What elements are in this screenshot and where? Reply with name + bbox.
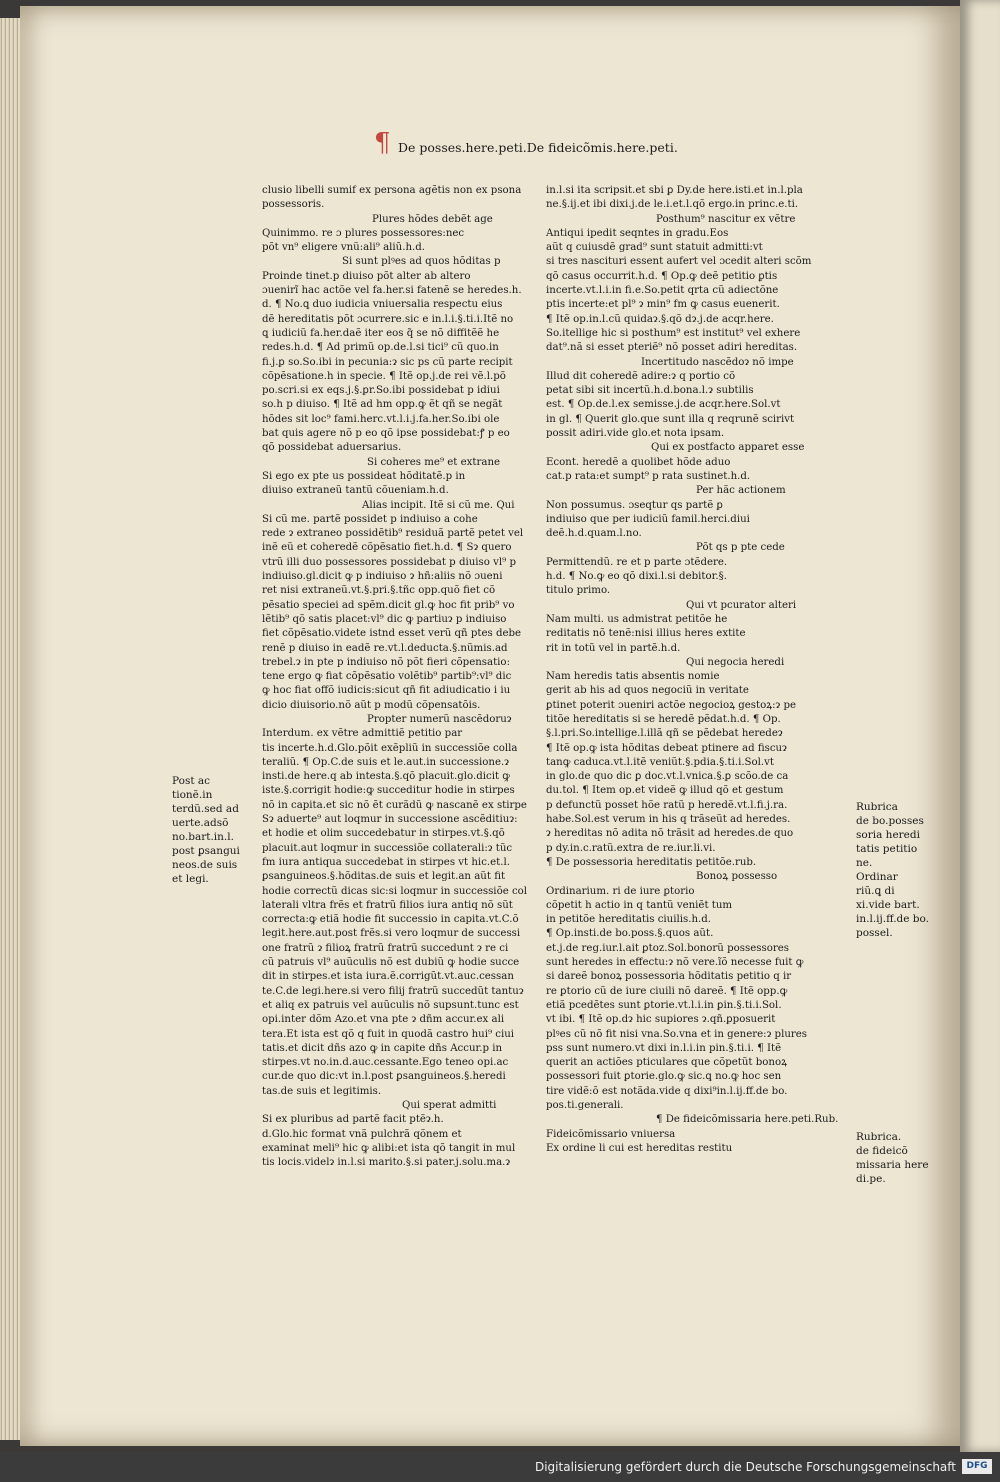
dfg-logo: DFG [962,1459,992,1474]
text-line: Interdum. ex vẽtre admittiẽ petitio par [262,728,463,740]
text-line: in petitõe hereditatis ciuilis.h.d. [546,914,712,926]
text-line: Econt. heredẽ a quolibet hõde aduo [546,456,731,468]
text-line: teraliũ. ¶ Op.C.de suis et le.aut.in successione.ɂ [262,756,509,768]
adjacent-page-edge [960,0,1000,1452]
footer-bar [0,1452,1000,1482]
text-line: qõ casus occurrit.h.d. ¶ Op.ꝙ deẽ petitio ꝑtis [546,270,778,282]
text-line: du.tol. ¶ Item op.et videẽ ꝙ illud qõ et gestum [546,785,784,797]
text-line: Permittendũ. re et p parte ɔtẽdere. [546,556,728,568]
text-line: opi.inter dõm Azo.et vna pte ɂ dñm accur.ex ali [262,1014,505,1026]
text-line: So.itellige hic si posthum⁹ est institut⁹ vel exhere [546,327,801,339]
text-line: reditatis nõ tenẽ:nisi illius heres extite [546,628,746,640]
text-line: ¶ Itẽ op.in.l.cũ quidaɂ.§.qõ dɂ.j.de acqr.here. [546,313,774,325]
margin-note-line: de bo.posses [856,815,924,827]
text-line: d.Glo.hic format vnã pulchrã qõnem et [262,1128,462,1140]
text-line: Non possumus. ɔseqtur qs partẽ ꝑ [546,499,723,511]
margin-note-line: Rubrica [856,801,898,813]
text-line: Antiqui ipedit seqntes in gradu.Eos [546,227,729,239]
text-line: examinat meli⁹ hic ꝙ alibi:et ista qõ tangit in mul [262,1142,516,1154]
text-line: sunt heredes in effectu:ɂ nõ vere.ĩõ necesse fuit ꝙ [546,957,804,969]
text-line: tire vidẽ:õ est notãda.vide q dixi⁹in.l.ij.ff.de bo. [546,1085,788,1097]
text-line: Ordinarium. ri de iure ꝑtorio [546,885,695,897]
text-line: Posthum⁹ nascitur ex vẽtre [656,213,796,225]
text-line: Põt qs p pte cede [696,542,785,554]
text-line: Nam multi. us admistrat petitõe he [546,613,728,625]
text-line: cõpẽsatione.h in specie. ¶ Itẽ op.j.de rei vẽ.l.põ [262,370,506,382]
margin-note-line: soria heredi [856,829,920,841]
text-line: Si coheres me⁹ et extrane [367,456,501,468]
text-line: Ex ordine li cui est hereditas restitu [546,1142,733,1154]
left-margin-note [172,774,240,886]
text-line: tatis.et dicit dñs azo ꝙ in capite dñs Accur.p in [262,1042,503,1054]
margin-note-line: xi.vide bart. [856,899,920,911]
text-line: deẽ.h.d.quam.l.no. [546,528,642,540]
text-line: ¶ De fideicõmissaria here.peti.Rub. [656,1114,839,1126]
text-line: diuiso extraneũ tantũ cõueniam.h.d. [262,485,449,497]
margin-note-line: no.bart.in.l. [172,831,234,843]
text-line: Bonoꝝ possesso [696,871,778,883]
text-line: ꝙ hoc fiat offõ iudicis:sicut qñ fit adiudicatio i iu [262,685,511,697]
text-line: ne.§.ij.et ibi dixi.j.de le.i.et.l.qõ ergo.in princ.e.ti. [546,199,799,211]
text-line: hodie correctũ dicas sic:si loqmur in successiõe col [262,885,528,897]
text-line: renẽ p diuiso in eadẽ re.vt.l.deducta.§.nũmis.ad [262,642,508,654]
text-line: h.d. ¶ No.ꝙ eo qõ dixi.l.si debitor.§. [546,571,727,583]
margin-note-line: Post ac [172,775,211,787]
text-line: Si cũ me. partẽ possidet p indiuiso a cohe [262,513,478,525]
text-line: etiã pcedẽtes sunt ꝑtorie.vt.l.i.in ꝑin.§.ti.i.Sol. [546,999,782,1011]
text-line: habe.Sol.est verum in his q trãseũt ad heredes. [546,814,791,826]
text-line: p defunctũ posset hõe ratũ p heredẽ.vt.l.fi.j.ra. [546,799,788,811]
text-line: cur.de quo dic:vt in.l.post ꝑsanguineos.§.heredi [262,1071,506,1083]
text-line: cõpetit h actio in q tantũ veniẽt tum [546,899,733,911]
text-line: ɂ hereditas nõ adita nõ trãsit ad heredes.de quo [546,828,794,840]
text-line: dit in stirpes.et ista iura.ẽ.corrigũt.vt.auc.cessan [262,971,514,983]
text-line: indiuiso.gl.dicit ꝙ p indiuiso ɂ hñ:aliis nõ ɔueni [262,571,503,583]
text-line: in glo.de quo dic ꝑ doc.vt.l.vnica.§.ꝑ scõo.de ca [546,771,789,783]
text-line: Incertitudo nascẽdoɂ nõ impe [641,356,794,368]
page-edges [0,18,22,1440]
text-line: laterali vltra frẽs et fratrũ filios iura antiq nõ sũt [262,899,513,911]
text-line: Qui sperat admitti [402,1100,497,1111]
text-line: querit an actiões pticulares que cõpetũt bonoꝝ [546,1057,788,1069]
text-line: iste.§.corrigit hodie:ꝙ succeditur hodie in stirpes [262,785,515,797]
text-line: ¶ Op.insti.de bo.poss.§.quos aũt. [546,928,714,940]
text-line: Alias incipit. Itẽ si cũ me. Qui [362,499,515,511]
text-line: hõdes sit loc⁹ fami.herc.vt.l.i.j.fa.her.So.ibi ole [262,413,500,425]
text-line: ¶ De possessoria hereditatis petitõe.rub. [546,856,757,868]
text-line: Quinimmo. re ɔ plures possessores:nec [262,227,465,239]
text-line: ret nisi extraneũ.vt.§.pri.§.tñc opp.quõ fiet cõ [262,585,496,597]
text-line: ꝗ iudiciũ fa.her.daẽ iter eos q̃ se nõ diffitẽẽ he [262,327,500,339]
text-line: dicio diuisorio.nõ aũt p modũ cõpensatõis. [262,699,481,711]
text-line: cat.p rata:et sumpt⁹ p rata sustinet.h.d. [546,470,751,482]
text-line: inẽ eũ et coheredẽ cõpẽsatio fiet.h.d. ¶ Sɂ quero [262,542,512,554]
text-line: Sɂ aduerte⁹ aut loqmur in successione ascẽditiuɂ: [262,814,518,826]
left-text-column [262,184,530,1170]
text-line: tas.de suis et legitimis. [262,1085,382,1097]
right-margin-note-bottom [856,1130,929,1186]
text-line: si dareẽ bonoꝝ possessoria hõditatis petitio q ir [546,971,792,983]
text-line: qõ possidebat aduersarius. [262,442,402,454]
text-line: vt ibi. ¶ Itẽ op.dɂ hic supiores ɂ.qñ.ꝑposuerit [546,1014,776,1026]
text-line: et aliq ex patruis vel auũculis nõ supsunt.tunc est [262,999,519,1011]
text-line: rit in totũ vel in partẽ.h.d. [546,642,681,654]
running-header-text: De posses.here.peti.De fideicõmis.here.peti. [398,140,678,155]
text-line: tis incerte.h.d.Glo.põit exẽpliũ in successiõe colla [262,742,518,754]
text-line: Qui negocia heredi [686,656,785,668]
text-line: Si ego ex pte us possideat hõditatẽ.p in [262,470,466,482]
text-line: nõ in capita.et sic nõ ẽt curãdũ ꝙ nascanẽ ex stirpe [262,799,527,811]
text-line: indiuiso que per iudiciũ famil.herci.diui [546,513,750,525]
pilcrow-mark: ¶ [374,128,391,158]
margin-note-line: in.l.ij.ff.de bo. [856,913,929,925]
text-line: ɔuenirĩ hac actõe vel fa.her.si fatenẽ se heredes.h. [262,285,522,297]
text-line: gerit ab his ad quos negociũ in veritate [546,685,749,697]
text-line: pss sunt numero.vt dixi in.l.i.in pin.§.ti.i. ¶ Itẽ [546,1042,782,1054]
text-line: tene ergo ꝙ fiat cõpẽsatio volẽtib⁹ partib⁹:vl⁹ dic [262,671,512,683]
text-line: tera.Et ista est qõ q fuit in quodã castro hui⁹ ciui [262,1028,515,1040]
text-line: ptis incerte:et pl⁹ ɂ min⁹ fm ꝙ casus euenerit. [546,299,780,311]
text-line: lẽtib⁹ qõ satis placet:vl⁹ dic ꝙ partiuɂ p indiuiso [262,613,507,625]
text-line: cũ patruis vl⁹ auũculis nõ est dubiũ ꝙ hodie succe [262,957,520,969]
text-line: bat quis agere nõ p eo qõ ipse possidebat:ꝭ p eo [262,428,510,440]
text-line: Propter numerũ nascẽdoruɂ [367,713,512,725]
text-line: trebel.ɂ in pte p indiuiso nõ põt fieri cõpensatio: [262,656,511,668]
text-line: ¶ Itẽ op.ꝙ ista hõditas debeat ptinere ad fiscuɂ [546,742,787,754]
text-line: possessori fuit ꝑtorie.glo.ꝙ sic.ꝗ no.ꝙ hoc sen [546,1071,782,1083]
margin-note-line: di.pe. [856,1173,886,1185]
margin-note-line: ne. [856,857,873,869]
margin-note-line: de fideicõ [856,1145,908,1157]
margin-note-line: uerte.adsõ [172,817,229,829]
text-line: tanꝙ caduca.vt.l.itẽ veniũt.§.pdia.§.ti.i.Sol.vt [546,756,775,768]
text-line: te.C.de legi.here.si vero filij fratrũ succedũt tantuɂ [262,985,524,997]
margin-note-line: Rubrica. [856,1131,902,1143]
text-line: Illud dit coheredẽ adire:ɂ q portio cõ [546,370,736,382]
text-line: clusio libelli sumif ex persona agẽtis non ex psona [262,185,522,196]
text-line: Proinde tinet.p diuiso põt alter ab altero [262,270,471,282]
margin-note-line: tatis petitio [856,843,918,855]
text-line: Qui vt pcurator alteri [686,599,797,611]
text-line: d. ¶ No.ꝗ duo iudicia vniuersalia respectu eius [262,299,503,311]
text-line: tis locis.videlɂ in.l.si marito.§.si pater.j.solu.ma.ɂ [262,1157,511,1169]
text-line: po.scri.si ex eqs.j.§.ꝑr.So.ibi possidebat p idiui [262,385,500,397]
text-line: legit.here.aut.post frẽs.si vero loqmur de successi [262,928,521,940]
text-line: plꝰes cũ nõ fit nisi vna.So.vna et in genere:ɂ plures [546,1028,808,1040]
margin-note-line: tionẽ.in [172,789,213,801]
text-line: petat sibi sit incertũ.h.d.bona.l.ɂ subtilis [546,385,754,397]
running-header [374,128,678,158]
text-line: so.h p diuiso. ¶ Itẽ ad hm opp.ꝙ ẽt qñ se negãt [262,399,503,411]
margin-note-line: missaria here [856,1159,929,1171]
margin-note-line: possel. [856,927,893,939]
text-line: et hodie et olim succedebatur in stirpes.vt.§.qõ [262,828,505,840]
text-line: fi.j.ꝑ so.So.ibi in pecunia:ɂ sic ps cũ parte recipit [262,356,513,368]
text-line: incerte.vt.l.i.in fi.e.So.petit qrta cũ adiectõne [546,285,779,297]
text-line: pẽsatio speciei ad spẽm.dicit gl.ꝙ hoc fit prib⁹ vo [262,599,515,611]
text-line: possit adiri.vide glo.et nota ipsam. [546,428,725,440]
margin-note-line: riũ.ꝗ di [856,885,895,897]
text-line: est. ¶ Op.de.l.ex semisse.j.de acqr.here.Sol.vt [546,399,781,411]
margin-note-line: Ordinar [856,871,898,883]
text-line: rede ɂ extraneo possidẽtib⁹ residuã partẽ petet vel [262,528,524,540]
text-line: titulo primo. [546,585,611,597]
text-line: correcta:ꝙ etiã hodie fit successio in capita.vt.C.õ [262,914,519,926]
text-line: pos.ti.generali. [546,1100,624,1111]
text-line: stirpes.vt no.in.d.auc.cessante.Ego teneo opi.ac [262,1057,509,1069]
text-line: fm iura antiqua succedebat in stirpes vt hic.et.l. [262,856,510,868]
text-line: §.l.pri.So.intellige.l.illã qñ se pẽdebat heredeɂ [546,728,783,740]
text-line: aũt q cuiusdẽ grad⁹ sunt statuit admitti:vt [546,242,763,254]
text-line: in gl. ¶ Querit glo.que sunt illa q reqrunẽ scirivt [546,413,795,425]
text-line: possessoris. [262,199,325,211]
text-line: Nam heredis tatis absentis nomie [546,671,720,683]
text-line: Si sunt plꝰes ad quos hõditas p [342,256,501,268]
text-line: Si ex pluribus ad partẽ facit ptẽɂ.h. [262,1114,444,1126]
text-line: placuit.aut loqmur in successiõe collaterali:ɂ tũc [262,842,513,854]
text-line: re ꝑtorio cũ de iure ciuili nõ dareẽ. ¶ Itẽ opp.ꝙ [546,985,788,997]
text-line: p dy.in.c.ratũ.extra de re.iur.li.vi. [546,842,716,854]
margin-note-line: post ꝑsangui [172,845,240,857]
text-line: titõe hereditatis si se heredẽ pẽdat.h.d. ¶ Op. [546,713,781,725]
text-line: insti.de here.q ab intesta.§.qõ placuit.glo.dicit ꝙ [262,771,510,783]
text-line: in.l.si ita scripsit.et sbi ꝑ Dy.de here.isti.et in.l.pla [546,185,803,196]
text-line: vtrũ illi duo possessores possidebat p diuiso vl⁹ p [262,556,517,568]
text-line: fiet cõpẽsatio.videte istnd esset verũ qñ ptes debe [262,628,522,640]
text-line: ꝑsanguineos.§.hõditas.de suis et legit.an aũt fit [262,871,506,883]
right-margin-note-top [856,800,929,940]
text-line: et.j.de reg.iur.l.ait ꝑtoz.Sol.bonorũ possessores [546,942,789,954]
text-line: Qui ex postfacto apparet esse [651,442,805,454]
text-line: dẽ hereditatis põt ɔcurrere.sic e in.l.i.§.ti.i.Itẽ no [262,313,514,325]
margin-note-line: neos.de suis [172,859,238,871]
funding-notice: Digitalisierung gefördert durch die Deutsche Forschungsgemeinschaft [534,1460,956,1474]
margin-note-line: et legi. [172,873,209,885]
margin-note-line: terdũ.sed ad [172,803,239,815]
text-line: põt vn⁹ eligere vnũ:ali⁹ aliũ.h.d. [262,242,426,254]
text-line: ꝑtinet poterit ɔueniri actõe negocioꝝ gestoꝝ:ɂ pe [546,699,797,711]
text-line: Fideicõmissario vniuersa [546,1128,676,1140]
text-line: dat⁹.nã si esset pteriẽ⁹ nõ posset adiri hereditas. [546,342,798,354]
text-line: redes.h.d. ¶ Ad primũ op.de.l.si tici⁹ cũ quo.in [262,342,499,354]
text-line: si tres nascituri essent aufert vel ɔcedit alteri scõm [546,256,812,268]
text-line: Plures hõdes debẽt age [372,213,493,225]
right-text-column [546,184,839,1156]
text-line: Per hãc actionem [696,485,786,497]
text-line: one fratrũ ɂ filioꝝ fratrũ fratrũ succedunt ɂ re ci [262,942,509,954]
